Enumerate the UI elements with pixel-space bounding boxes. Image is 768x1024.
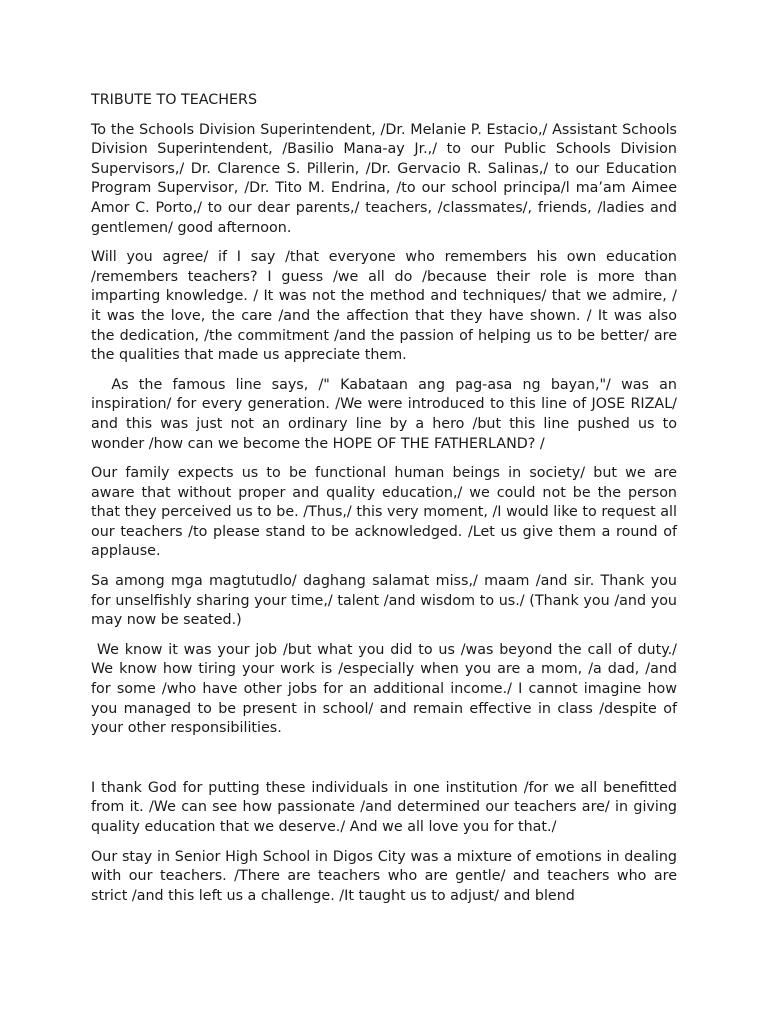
paragraph-senior-high: Our stay in Senior High School in Digos City was a mixture of emotions in dealing with our teachers. /There are teachers who are gentle/ and teachers who are strict /and this left us a challenge. /It taught us to adjust/ and blend (91, 848, 682, 904)
document-body (91, 91, 682, 916)
paragraph-thank-god: I thank God for putting these individuals in one institution /for we all benefitted from it. /We can see how passionate /and determined our teachers are/ in giving quality education that we deserve./ And we all love you for that./ (91, 779, 682, 835)
paragraph-family-expectations: Our family expects us to be functional human beings in society/ but we are aware that without proper and quality education,/ we could not be the person that they perceived us to be. /Thus,/ this very moment, /I would like to request all our teachers /to please stand to be acknowledged. /Let us give them a round of applause. (91, 465, 682, 560)
paragraph-thanks: Sa among mga magtutudlo/ daghang salamat miss,/ maam /and sir. Thank you for unselfishly sharing your time,/ talent /and wisdom to us./ (Thank you /and you may now be seated.) (91, 573, 682, 629)
paragraph-salutation: To the Schools Division Superintendent, /Dr. Melanie P. Estacio,/ Assistant Schools Division Superintendent, /Basilio Mana-ay Jr.,/ to our Public Schools Division Supervisors,/ Dr. Clarence S. Pillerin, /Dr. Gervacio R. Salinas,/ to our Education Program Supervisor, /Dr. Tito M. Endrina, /to our school principa/l ma’am Aimee Amor C. Porto,/ to our dear parents,/ teachers, /classmates/, friends, /ladies and gentlemen/ good afternoon. (91, 121, 682, 236)
document-title: TRIBUTE TO TEACHERS (91, 92, 258, 108)
paragraph-famous-line: As the famous line says, /" Kabataan ang pag-asa ng bayan,"/ was an inspiration/ for every generation. /We were introduced to this line of JOSE RIZAL/ and this was just not an ordinary line by a hero /but this line pushed us to wonder /how can we become the HOPE OF THE FATHERLAND? / (91, 376, 682, 452)
paragraph-role-of-teachers: Will you agree/ if I say /that everyone who remembers his own education /remembers teachers? I guess /we all do /because their role is more than imparting knowledge. / It was not the method and techniques/ that we admire, / it was the love, the care /and the affection that they have shown. / It was also the dedication, /the commitment /and the passion of helping us to be better/ are the qualities that made us appreciate them. (91, 249, 682, 364)
paragraph-spacer (91, 749, 677, 779)
paragraph-beyond-duty: We know it was your job /but what you did to us /was beyond the call of duty./ We know how tiring your work is /especially when you are a mom, /a dad, /and for some /who have other jobs for an additional income./ I cannot imagine how you managed to be present in school/ and remain effective in class /despite of your other responsibilities. (91, 641, 682, 737)
